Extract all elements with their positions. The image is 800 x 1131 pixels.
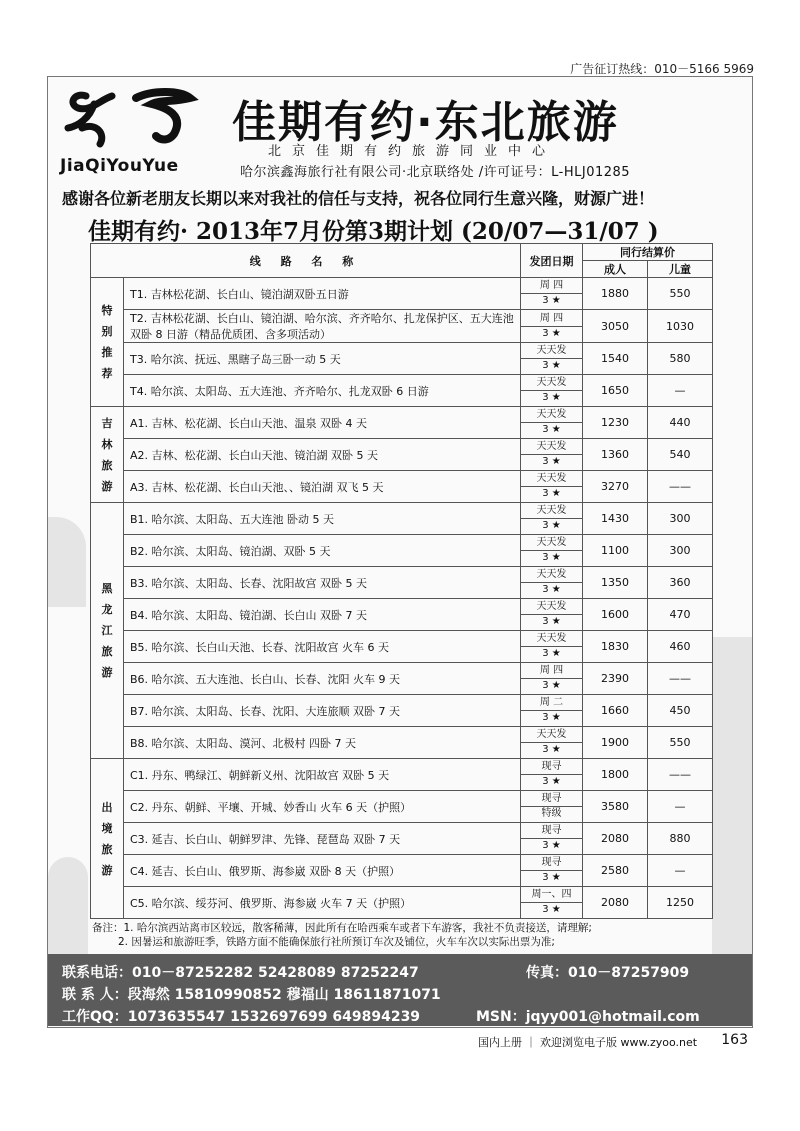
departure-cell bbox=[521, 471, 583, 503]
departure-date: 天天发 bbox=[536, 505, 567, 516]
child-price: —— bbox=[648, 471, 713, 503]
page-number: 163 bbox=[721, 1032, 748, 1048]
departure-cell bbox=[521, 278, 583, 310]
route-name: B3. 哈尔滨、太阳岛、长春、沈阳故宫 双卧 5 天 bbox=[124, 567, 521, 599]
table-row bbox=[91, 310, 713, 343]
contact-msn: MSN：jqyy001@hotmail.com bbox=[476, 1009, 700, 1025]
route-name: C5. 哈尔滨、绥芬河、俄罗斯、海参崴 火车 7 天（护照） bbox=[124, 887, 521, 919]
adult-price: 1600 bbox=[583, 599, 648, 631]
departure-date: 现寻 bbox=[541, 857, 562, 868]
table-row bbox=[91, 471, 713, 503]
hotel-rating: 3 ★ bbox=[521, 902, 582, 917]
hotel-rating: 3 ★ bbox=[521, 326, 582, 341]
departure-cell bbox=[521, 631, 583, 663]
departure-date: 周 四 bbox=[539, 312, 564, 324]
adult-price: 1800 bbox=[583, 759, 648, 791]
child-price: —— bbox=[648, 759, 713, 791]
adult-price: 2080 bbox=[583, 823, 648, 855]
table-row bbox=[91, 343, 713, 375]
table-row bbox=[91, 631, 713, 663]
hotel-rating: 3 ★ bbox=[521, 390, 582, 405]
route-name: B6. 哈尔滨、五大连池、长白山、长春、沈阳 火车 9 天 bbox=[124, 663, 521, 695]
note-2: 2. 因暑运和旅游旺季，铁路方面不能确保旅行社所预订车次及铺位，火车车次以实际出票为准; bbox=[118, 936, 555, 948]
category-text: 出境旅游 bbox=[101, 800, 113, 877]
departure-cell bbox=[521, 759, 583, 791]
route-name: B7. 哈尔滨、太阳岛、长春、沈阳、大连旅顺 双卧 7 天 bbox=[124, 695, 521, 727]
departure-cell bbox=[521, 407, 583, 439]
departure-cell bbox=[521, 823, 583, 855]
hotel-rating: 3 ★ bbox=[521, 742, 582, 757]
hotel-rating: 3 ★ bbox=[521, 422, 582, 437]
hotel-rating: 3 ★ bbox=[521, 486, 582, 501]
adult-price: 2390 bbox=[583, 663, 648, 695]
table-row bbox=[91, 407, 713, 439]
departure-date: 天天发 bbox=[536, 537, 567, 548]
thanks-banner: 感谢各位新老朋友长期以来对我社的信任与支持，祝各位同行生意兴隆，财源广进！ bbox=[62, 189, 655, 208]
departure-date: 现寻 bbox=[541, 793, 562, 804]
hotel-rating: 3 ★ bbox=[521, 870, 582, 885]
child-price: 880 bbox=[648, 823, 713, 855]
contact-bar bbox=[48, 954, 752, 1026]
table-row bbox=[91, 599, 713, 631]
route-name: B2. 哈尔滨、太阳岛、镜泊湖、双卧 5 天 bbox=[124, 535, 521, 567]
category-label bbox=[91, 759, 124, 919]
adult-price: 1430 bbox=[583, 503, 648, 535]
hotel-rating: 3 ★ bbox=[521, 614, 582, 629]
brand-logo bbox=[56, 82, 216, 152]
child-price: 360 bbox=[648, 567, 713, 599]
route-name: A3. 吉林、松花湖、长白山天池、、镜泊湖 双飞 5 天 bbox=[124, 471, 521, 503]
footer-text: 国内上册 ｜ 欢迎浏览电子版 www.zyoo.net bbox=[478, 1036, 698, 1049]
departure-cell bbox=[521, 663, 583, 695]
departure-date: 天天发 bbox=[536, 633, 567, 644]
hotel-rating: 3 ★ bbox=[521, 710, 582, 725]
table-row bbox=[91, 791, 713, 823]
adult-price: 1100 bbox=[583, 535, 648, 567]
departure-date: 周 四 bbox=[539, 280, 564, 291]
hotel-rating: 3 ★ bbox=[521, 550, 582, 565]
child-price: 440 bbox=[648, 407, 713, 439]
route-name: T2. 吉林松花湖、长白山、镜泊湖、哈尔滨、齐齐哈尔、扎龙保护区、五大连池双卧 8 日游（精品优质团、含多项活动） bbox=[124, 310, 521, 343]
route-name: T1. 吉林松花湖、长白山、镜泊湖双卧五日游 bbox=[124, 278, 521, 310]
child-price: 580 bbox=[648, 343, 713, 375]
departure-cell bbox=[521, 375, 583, 407]
background-lamp-left bbox=[48, 517, 86, 607]
child-price: 1030 bbox=[648, 310, 713, 343]
header-child: 儿童 bbox=[648, 261, 713, 278]
adult-price: 1880 bbox=[583, 278, 648, 310]
child-price: 450 bbox=[648, 695, 713, 727]
hotel-rating: 3 ★ bbox=[521, 293, 582, 308]
adult-price: 1650 bbox=[583, 375, 648, 407]
contact-phones: 联系电话：010－87252282 52428089 87252247 bbox=[62, 965, 419, 981]
departure-date: 天天发 bbox=[536, 729, 567, 740]
brand-english-name: JiaQiYouYue bbox=[60, 156, 179, 176]
table-row bbox=[91, 567, 713, 599]
adult-price: 1540 bbox=[583, 343, 648, 375]
category-text: 黑龙江旅游 bbox=[101, 582, 113, 679]
route-name: A1. 吉林、松花湖、长白山天池、温泉 双卧 4 天 bbox=[124, 407, 521, 439]
adult-price: 1830 bbox=[583, 631, 648, 663]
notes bbox=[92, 921, 712, 949]
table-row bbox=[91, 727, 713, 759]
plan-title: 佳期有约· 2013年7月份第3期计划 (20/07—31/07 ) bbox=[88, 218, 659, 245]
table-row bbox=[91, 535, 713, 567]
departure-date: 周 四 bbox=[539, 665, 564, 676]
child-price: 540 bbox=[648, 439, 713, 471]
departure-date: 天天发 bbox=[536, 601, 567, 612]
departure-date: 周 二 bbox=[539, 697, 564, 708]
child-price: 300 bbox=[648, 535, 713, 567]
table-row bbox=[91, 278, 713, 310]
adult-price: 3580 bbox=[583, 791, 648, 823]
hotel-rating: 特级 bbox=[521, 806, 582, 821]
route-name: C1. 丹东、鸭绿江、朝鲜新义州、沈阳故宫 双卧 5 天 bbox=[124, 759, 521, 791]
departure-cell bbox=[521, 503, 583, 535]
departure-date: 天天发 bbox=[536, 473, 567, 484]
adult-price: 3050 bbox=[583, 310, 648, 343]
departure-date: 天天发 bbox=[536, 377, 567, 388]
contact-fax: 传真：010－87257909 bbox=[526, 965, 690, 981]
child-price: —— bbox=[648, 663, 713, 695]
hotel-rating: 3 ★ bbox=[521, 518, 582, 533]
route-name: B8. 哈尔滨、太阳岛、漠河、北极村 四卧 7 天 bbox=[124, 727, 521, 759]
child-price: 300 bbox=[648, 503, 713, 535]
route-name: T3. 哈尔滨、抚远、黑瞎子岛三卧一动 5 天 bbox=[124, 343, 521, 375]
category-label bbox=[91, 503, 124, 759]
adult-price: 1900 bbox=[583, 727, 648, 759]
departure-date: 现寻 bbox=[541, 761, 562, 772]
departure-cell bbox=[521, 727, 583, 759]
note-1: 备注：1. 哈尔滨西站离市区较远，散客稀薄，因此所有在哈西乘车或者下车游客，我社不负责接送，请理解; bbox=[92, 922, 592, 934]
departure-date: 天天发 bbox=[536, 441, 567, 452]
departure-date: 周一、四 bbox=[531, 889, 572, 900]
adult-price: 2080 bbox=[583, 887, 648, 919]
route-name: B1. 哈尔滨、太阳岛、五大连池 卧动 5 天 bbox=[124, 503, 521, 535]
departure-date: 天天发 bbox=[536, 345, 567, 356]
category-text: 特别推荐 bbox=[101, 304, 113, 380]
hotel-rating: 3 ★ bbox=[521, 582, 582, 597]
table-row bbox=[91, 663, 713, 695]
child-price: 1250 bbox=[648, 887, 713, 919]
hotel-rating: 3 ★ bbox=[521, 646, 582, 661]
route-name: C4. 延吉、长白山、俄罗斯、海参崴 双卧 8 天（护照） bbox=[124, 855, 521, 887]
brand-subtitle: 北京佳期有约旅游同业中心 bbox=[268, 144, 557, 159]
route-name: C3. 延吉、长白山、朝鲜罗津、先锋、琵琶岛 双卧 7 天 bbox=[124, 823, 521, 855]
hotel-rating: 3 ★ bbox=[521, 678, 582, 693]
child-price: — bbox=[648, 375, 713, 407]
hotel-rating: 3 ★ bbox=[521, 774, 582, 789]
child-price: 470 bbox=[648, 599, 713, 631]
table-row bbox=[91, 823, 713, 855]
adult-price: 2580 bbox=[583, 855, 648, 887]
child-price: 550 bbox=[648, 278, 713, 310]
header-settlement-price: 同行结算价 bbox=[583, 244, 713, 261]
adult-price: 1350 bbox=[583, 567, 648, 599]
ad-hotline: 广告征订热线：010－5166 5969 bbox=[570, 62, 754, 76]
category-text: 吉林旅游 bbox=[101, 416, 113, 493]
adult-price: 1660 bbox=[583, 695, 648, 727]
table-row bbox=[91, 855, 713, 887]
table-row bbox=[91, 759, 713, 791]
departure-cell bbox=[521, 310, 583, 343]
contact-qq: 工作QQ：1073635547 1532697699 649894239 bbox=[62, 1009, 421, 1025]
hotel-rating: 3 ★ bbox=[521, 838, 582, 853]
child-price: — bbox=[648, 855, 713, 887]
departure-cell bbox=[521, 695, 583, 727]
table-header-row bbox=[91, 244, 713, 261]
departure-cell bbox=[521, 567, 583, 599]
child-price: 460 bbox=[648, 631, 713, 663]
departure-cell bbox=[521, 791, 583, 823]
departure-cell bbox=[521, 599, 583, 631]
departure-cell bbox=[521, 439, 583, 471]
route-name: C2. 丹东、朝鲜、平壤、开城、妙香山 火车 6 天（护照） bbox=[124, 791, 521, 823]
departure-date: 现寻 bbox=[541, 825, 562, 836]
contact-persons: 联 系 人：段海然 15810990852 穆福山 18611871071 bbox=[62, 987, 441, 1003]
child-price: 550 bbox=[648, 727, 713, 759]
table-row bbox=[91, 375, 713, 407]
route-name: T4. 哈尔滨、太阳岛、五大连池、齐齐哈尔、扎龙双卧 6 日游 bbox=[124, 375, 521, 407]
departure-date: 天天发 bbox=[536, 409, 567, 420]
route-name: B4. 哈尔滨、太阳岛、镜泊湖、长白山 双卧 7 天 bbox=[124, 599, 521, 631]
departure-cell bbox=[521, 535, 583, 567]
departure-cell bbox=[521, 855, 583, 887]
table-row bbox=[91, 887, 713, 919]
child-price: — bbox=[648, 791, 713, 823]
adult-price: 3270 bbox=[583, 471, 648, 503]
hotel-rating: 3 ★ bbox=[521, 454, 582, 469]
header-route-name: 线 路 名 称 bbox=[91, 244, 521, 278]
hotel-rating: 3 ★ bbox=[521, 358, 582, 373]
category-label bbox=[91, 407, 124, 503]
header-adult: 成人 bbox=[583, 261, 648, 278]
departure-cell bbox=[521, 887, 583, 919]
page-title: 佳期有约·东北旅游 bbox=[232, 97, 619, 148]
departure-date: 天天发 bbox=[536, 569, 567, 580]
table-row bbox=[91, 439, 713, 471]
departure-cell bbox=[521, 343, 583, 375]
category-label bbox=[91, 278, 124, 407]
adult-price: 1360 bbox=[583, 439, 648, 471]
table-row bbox=[91, 503, 713, 535]
table-row bbox=[91, 695, 713, 727]
agency-info: 哈尔滨鑫海旅行社有限公司·北京联络处 /许可证号：L-HLJ01285 bbox=[240, 165, 631, 180]
route-name: B5. 哈尔滨、长白山天池、长春、沈阳故宫 火车 6 天 bbox=[124, 631, 521, 663]
route-name: A2. 吉林、松花湖、长白山天池、镜泊湖 双卧 5 天 bbox=[124, 439, 521, 471]
routes-table bbox=[90, 243, 713, 919]
background-building-right bbox=[712, 637, 752, 997]
adult-price: 1230 bbox=[583, 407, 648, 439]
header-departure-date: 发团日期 bbox=[521, 244, 583, 278]
